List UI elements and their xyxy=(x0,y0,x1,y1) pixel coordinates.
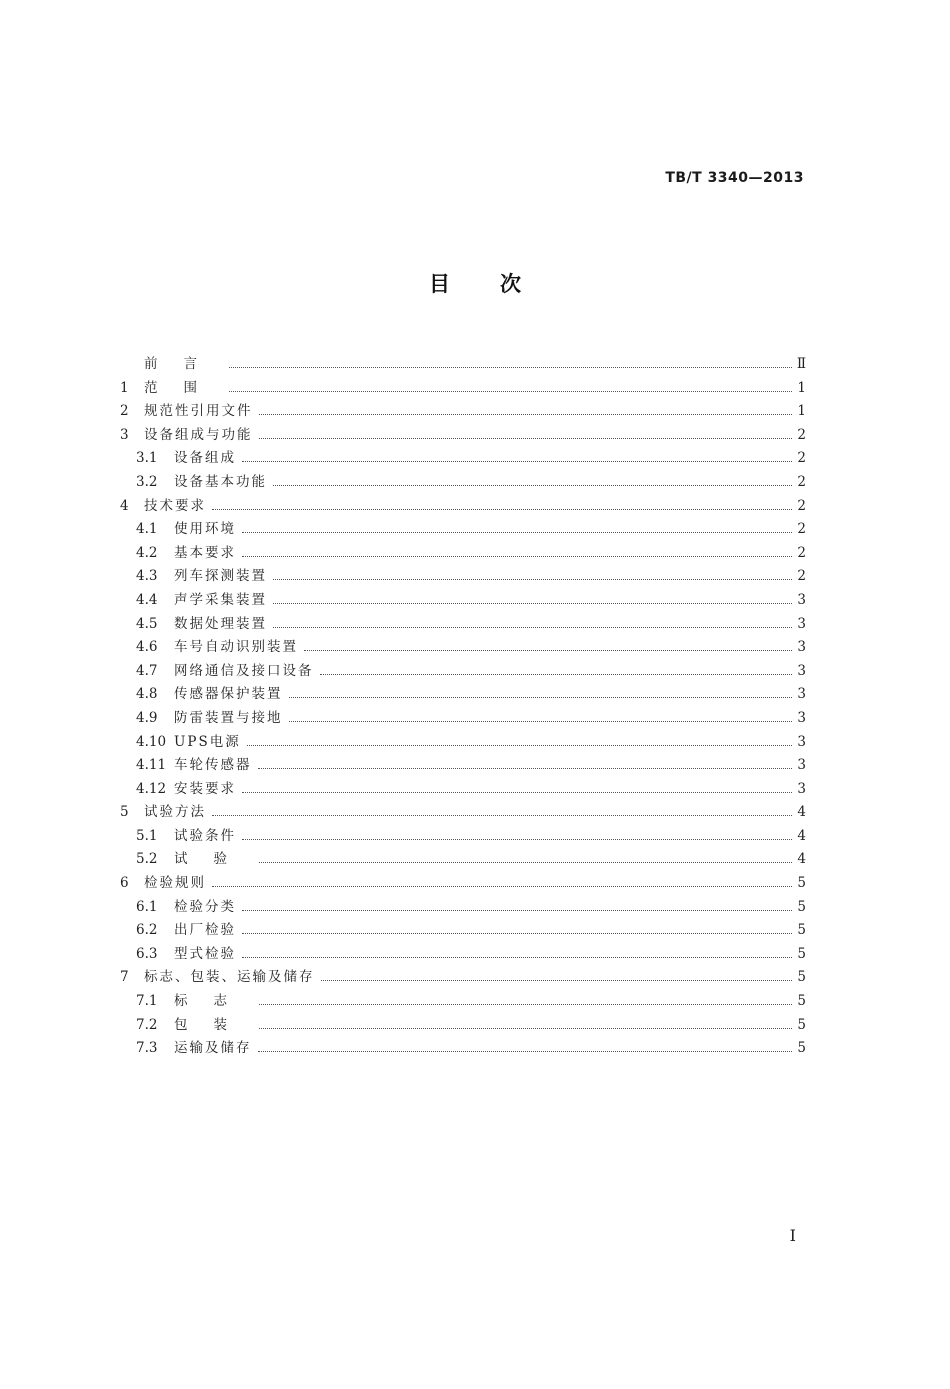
toc-entry-page: 5 xyxy=(797,1016,806,1033)
toc-entry[interactable] xyxy=(120,753,806,777)
dot-leader xyxy=(320,674,793,675)
toc-entry-page: 5 xyxy=(797,922,806,939)
dot-leader xyxy=(247,745,792,746)
dot-leader xyxy=(242,957,792,958)
toc-entry-page: 4 xyxy=(797,804,806,821)
toc-entry-number: 7 xyxy=(120,969,129,986)
dot-leader xyxy=(289,697,793,698)
dot-leader xyxy=(321,980,793,981)
toc-entry-page: 3 xyxy=(797,662,806,679)
toc-entry[interactable] xyxy=(120,965,806,989)
toc-entry[interactable] xyxy=(120,1036,806,1060)
toc-entry[interactable] xyxy=(120,659,806,683)
dot-leader xyxy=(212,509,792,510)
table-of-contents xyxy=(120,352,806,1060)
toc-entry-number: 3 xyxy=(120,426,129,443)
dot-leader xyxy=(259,438,793,439)
toc-entry[interactable] xyxy=(120,730,806,754)
toc-entry-number: 4.7 xyxy=(136,662,158,679)
toc-entry[interactable] xyxy=(120,352,806,376)
toc-entry-title: 范围 xyxy=(144,379,223,396)
dot-leader xyxy=(212,815,792,816)
toc-entry-number: 4.2 xyxy=(136,544,158,561)
toc-entry-number: 7.3 xyxy=(136,1040,158,1057)
toc-entry-title: 试验条件 xyxy=(174,827,236,844)
toc-entry-title: 试验方法 xyxy=(144,804,206,821)
dot-leader xyxy=(273,627,792,628)
toc-entry-page: 2 xyxy=(797,473,806,490)
toc-entry-number: 2 xyxy=(120,403,129,420)
dot-leader xyxy=(273,603,792,604)
toc-entry[interactable] xyxy=(120,824,806,848)
toc-entry-number: 4 xyxy=(120,497,129,514)
toc-entry[interactable] xyxy=(120,541,806,565)
toc-entry[interactable] xyxy=(120,635,806,659)
toc-entry[interactable] xyxy=(120,942,806,966)
toc-entry-page: Ⅱ xyxy=(796,356,806,372)
toc-entry-title: 试验 xyxy=(174,851,253,868)
toc-entry[interactable] xyxy=(120,399,806,423)
toc-entry-page: 5 xyxy=(797,969,806,986)
toc-entry-title: 运输及储存 xyxy=(174,1040,252,1057)
toc-entry-number: 5.2 xyxy=(136,851,158,868)
toc-entry-title: 设备组成与功能 xyxy=(144,426,253,443)
toc-entry-number: 3.2 xyxy=(136,473,158,490)
toc-entry-page: 2 xyxy=(797,426,806,443)
toc-entry-title: 规范性引用文件 xyxy=(144,403,253,420)
dot-leader xyxy=(259,862,792,863)
toc-entry[interactable] xyxy=(120,588,806,612)
dot-leader xyxy=(273,579,792,580)
toc-entry-title: 检验分类 xyxy=(174,898,236,915)
toc-entry-number: 6.2 xyxy=(136,922,158,939)
toc-entry-page: 2 xyxy=(797,568,806,585)
toc-entry-number: 6 xyxy=(120,875,129,892)
toc-entry-number: 4.4 xyxy=(136,591,158,608)
toc-entry[interactable] xyxy=(120,470,806,494)
toc-entry-page: 4 xyxy=(797,827,806,844)
toc-entry-page: 3 xyxy=(797,709,806,726)
toc-entry-page: 5 xyxy=(797,875,806,892)
toc-entry-number: 4.9 xyxy=(136,709,158,726)
toc-entry[interactable] xyxy=(120,895,806,919)
toc-entry-title: 基本要求 xyxy=(174,544,236,561)
dot-leader xyxy=(242,461,792,462)
toc-entry-number: 6.1 xyxy=(136,898,158,915)
toc-entry[interactable] xyxy=(120,423,806,447)
toc-entry-page: 3 xyxy=(797,733,806,750)
toc-entry-title: 声学采集装置 xyxy=(174,591,267,608)
toc-entry-number: 4.10 xyxy=(136,733,167,750)
toc-entry[interactable] xyxy=(120,446,806,470)
toc-entry[interactable] xyxy=(120,682,806,706)
toc-entry-number: 3.1 xyxy=(136,450,158,467)
toc-entry-page: 3 xyxy=(797,780,806,797)
toc-entry[interactable] xyxy=(120,871,806,895)
page-number: I xyxy=(789,1226,796,1245)
toc-entry-title: 技术要求 xyxy=(144,497,206,514)
toc-entry-number: 6.3 xyxy=(136,945,158,962)
toc-entry-page: 2 xyxy=(797,497,806,514)
dot-leader xyxy=(212,886,792,887)
toc-entry-title: 型式检验 xyxy=(174,945,236,962)
toc-entry-page: 3 xyxy=(797,639,806,656)
toc-entry-title: 使用环境 xyxy=(174,521,236,538)
dot-leader xyxy=(289,721,793,722)
toc-entry-page: 1 xyxy=(797,403,806,420)
dot-leader xyxy=(242,532,792,533)
toc-entry-title: 车号自动识别装置 xyxy=(174,639,298,656)
toc-entry-title: 出厂检验 xyxy=(174,922,236,939)
toc-entry[interactable] xyxy=(120,777,806,801)
toc-entry-title: 标志、包装、运输及储存 xyxy=(144,969,315,986)
toc-entry-title: UPS电源 xyxy=(174,733,241,750)
toc-entry-title: 安装要求 xyxy=(174,780,236,797)
toc-entry[interactable] xyxy=(120,564,806,588)
toc-entry[interactable] xyxy=(120,517,806,541)
dot-leader xyxy=(242,792,792,793)
toc-entry-title: 数据处理装置 xyxy=(174,615,267,632)
toc-entry-title: 网络通信及接口设备 xyxy=(174,662,314,679)
toc-entry-page: 2 xyxy=(797,450,806,467)
toc-entry-page: 3 xyxy=(797,686,806,703)
toc-entry-number: 4.8 xyxy=(136,686,158,703)
toc-entry-number: 1 xyxy=(120,379,129,396)
dot-leader xyxy=(258,768,793,769)
toc-entry-title: 包装 xyxy=(174,1016,253,1033)
toc-entry-number: 4.12 xyxy=(136,780,167,797)
toc-entry-number: 4.3 xyxy=(136,568,158,585)
toc-entry-title: 车轮传感器 xyxy=(174,757,252,774)
toc-entry-number: 4.1 xyxy=(136,521,158,538)
toc-entry-page: 1 xyxy=(797,379,806,396)
toc-entry-title: 标志 xyxy=(174,993,253,1010)
toc-entry-number: 7.2 xyxy=(136,1016,158,1033)
toc-entry-number: 7.1 xyxy=(136,993,158,1010)
toc-entry[interactable] xyxy=(120,800,806,824)
dot-leader xyxy=(242,910,792,911)
dot-leader xyxy=(258,1051,793,1052)
toc-entry[interactable] xyxy=(120,494,806,518)
dot-leader xyxy=(273,485,792,486)
toc-entry-page: 2 xyxy=(797,521,806,538)
toc-entry[interactable] xyxy=(120,989,806,1013)
dot-leader xyxy=(259,1004,792,1005)
dot-leader xyxy=(304,650,792,651)
dot-leader xyxy=(259,1028,792,1029)
toc-entry-page: 4 xyxy=(797,851,806,868)
toc-entry-title: 设备组成 xyxy=(174,450,236,467)
toc-entry-title: 列车探测装置 xyxy=(174,568,267,585)
toc-entry-number: 4.11 xyxy=(136,757,167,774)
toc-entry-title: 前言 xyxy=(144,356,223,372)
toc-entry[interactable] xyxy=(120,706,806,730)
toc-entry-number: 4.6 xyxy=(136,639,158,656)
toc-entry[interactable] xyxy=(120,612,806,636)
toc-entry-page: 3 xyxy=(797,591,806,608)
toc-title: 目次 xyxy=(429,272,571,296)
toc-entry-page: 5 xyxy=(797,993,806,1010)
toc-entry-title: 检验规则 xyxy=(144,875,206,892)
toc-entry-number: 4.5 xyxy=(136,615,158,632)
dot-leader xyxy=(242,839,792,840)
dot-leader xyxy=(229,367,792,368)
toc-entry-page: 3 xyxy=(797,615,806,632)
toc-entry[interactable] xyxy=(120,1013,806,1037)
toc-entry[interactable] xyxy=(120,847,806,871)
toc-entry-page: 2 xyxy=(797,544,806,561)
toc-entry[interactable] xyxy=(120,376,806,400)
toc-entry-number: 5 xyxy=(120,804,129,821)
dot-leader xyxy=(242,933,792,934)
dot-leader xyxy=(242,556,792,557)
dot-leader xyxy=(259,414,793,415)
toc-entry-title: 设备基本功能 xyxy=(174,473,267,490)
dot-leader xyxy=(229,391,792,392)
toc-entry-page: 5 xyxy=(797,898,806,915)
toc-entry[interactable] xyxy=(120,918,806,942)
toc-entry-page: 3 xyxy=(797,757,806,774)
toc-entry-page: 5 xyxy=(797,945,806,962)
toc-entry-page: 5 xyxy=(797,1040,806,1057)
toc-entry-number: 5.1 xyxy=(136,827,158,844)
standard-number: TB/T 3340—2013 xyxy=(665,170,804,186)
toc-entry-title: 防雷装置与接地 xyxy=(174,709,283,726)
toc-entry-title: 传感器保护装置 xyxy=(174,686,283,703)
